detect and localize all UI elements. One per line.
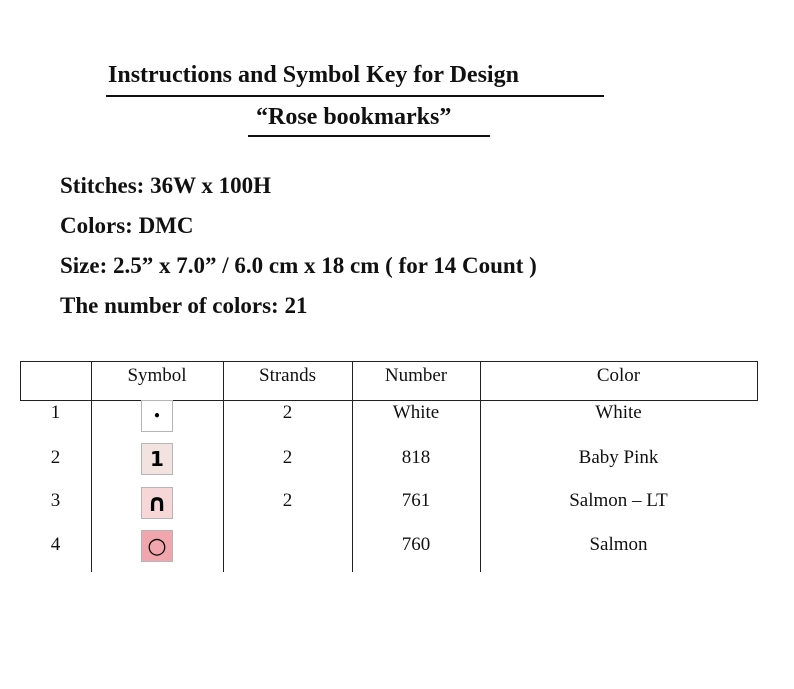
symbol-arch-icon: ∩: [141, 487, 173, 519]
row-strands: 2: [282, 447, 293, 468]
row-index: 4: [50, 534, 61, 555]
stitch-count: Stitches: 36W x 100H: [60, 173, 272, 198]
row-index: 2: [50, 447, 61, 468]
column-header-number: Number: [384, 365, 448, 386]
row-number: 760: [401, 534, 431, 555]
table-top-border: [20, 361, 757, 362]
title-underline: [106, 95, 604, 97]
row-index: 3: [50, 490, 61, 511]
table-right-border: [757, 361, 758, 401]
symbol-dot-icon: •: [141, 400, 173, 432]
design-size: Size: 2.5” x 7.0” / 6.0 cm x 18 cm ( for 14 Count ): [60, 253, 537, 278]
document-title: Instructions and Symbol Key for Design: [108, 62, 519, 88]
row-strands: 2: [282, 490, 293, 511]
row-number: 761: [401, 490, 431, 511]
row-index: 1: [50, 402, 61, 423]
design-name: “Rose bookmarks”: [256, 104, 452, 130]
symbol-circle-icon: ○: [141, 530, 173, 562]
row-color: White: [595, 402, 642, 423]
row-number: White: [392, 402, 440, 423]
table-left-border: [20, 361, 21, 401]
color-brand: Colors: DMC: [60, 213, 194, 238]
row-strands: 2: [282, 402, 293, 423]
number-of-colors: The number of colors: 21: [60, 293, 308, 318]
symbol-one-icon: 1: [141, 443, 173, 475]
table-header-divider: [20, 400, 757, 401]
row-color: Baby Pink: [578, 447, 659, 468]
table-column-divider: [91, 361, 92, 572]
design-name-underline: [248, 135, 490, 137]
row-number: 818: [401, 447, 431, 468]
row-color: Salmon: [589, 534, 648, 555]
row-color: Salmon – LT: [569, 490, 668, 511]
column-header-symbol: Symbol: [127, 365, 187, 386]
column-header-strands: Strands: [259, 365, 316, 386]
column-header-color: Color: [596, 365, 641, 386]
